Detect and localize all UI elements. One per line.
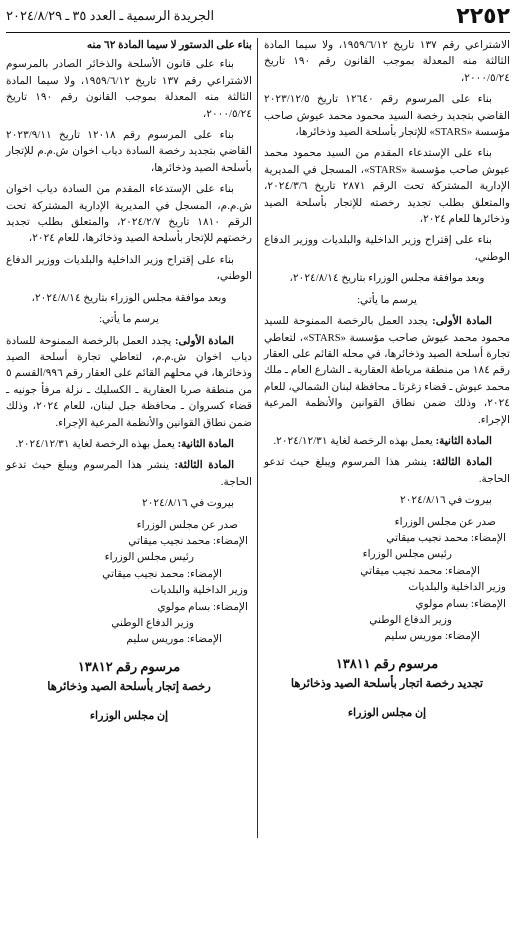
issue-date: بيروت في ٢٠٢٤/٨/١٦	[142, 498, 234, 510]
signature-line: الإمضاء: محمد نجيب ميقاتي	[360, 565, 480, 577]
signature-line: وزير الدفاع الوطني	[111, 618, 194, 629]
issue-date: بيروت في ٢٠٢٤/٨/١٦	[400, 495, 492, 507]
right-column	[264, 38, 510, 928]
article-text: ينشر هذا المرسوم ويبلغ حيث تدعو الحاجة.	[264, 457, 510, 485]
article-2	[6, 437, 252, 453]
article-label: المادة الثانية:	[177, 438, 234, 450]
paragraph: بناء على الإستدعاء المقدم من السادة دياب اخوان ش.م.م، المسجل في المديرية الإدارية المشتركة تحت الرقم ١٨١٠ تاريخ ٢٠٢٤/٢/٧، والمتعلق بطلب تجديد رخصتهم للإتجار بأسلحة الصيد وذخائرها، للعام ٢٠٢٤،	[6, 184, 252, 245]
header-rule	[6, 32, 510, 33]
signature-line: رئيس مجلس الوزراء	[362, 549, 452, 561]
article-label: المادة الأولى:	[432, 316, 492, 328]
article-label: المادة الثالثة:	[432, 457, 493, 469]
decree-heading	[264, 656, 510, 721]
article-1	[6, 334, 252, 432]
journal-title: الجريدة الرسمية ـ العدد ٣٥ ـ ٢٠٢٤/٨/٢٩	[6, 8, 215, 23]
article-1	[264, 314, 510, 429]
decree-number: مرسوم رقم ١٣٨١٢	[77, 658, 181, 674]
decree-issuer: إن مجلس الوزراء	[89, 709, 169, 722]
signature-line: الإمضاء: بسام مولوي	[415, 598, 506, 610]
paragraph: بناء على إقتراح وزير الداخلية والبلديات ووزير الدفاع الوطني،	[264, 235, 510, 263]
paragraph: بناء على الدستور لا سيما المادة ٦٢ منه	[86, 40, 252, 51]
paragraph: بناء على إقتراح وزير الداخلية والبلديات ووزير الدفاع الوطني،	[6, 254, 252, 283]
article-text: ينشر هذا المرسوم ويبلغ حيث تدعو الحاجة.	[6, 460, 252, 488]
article-label: المادة الثالثة:	[174, 460, 235, 472]
paragraph: بناء على قانون الأسلحة والذخائر الصادر بالمرسوم الاشتراعي رقم ١٣٧ تاريخ ١٩٥٩/٦/١٢، ولا سيما المادة الثالثة منه المعدلة بموجب القانون رقم ١٩٠ تاريخ ٢٠٠٠/٥/٢٤،	[6, 59, 253, 120]
page-number: ٢٢٥٢	[456, 4, 510, 29]
signature-line: صدر عن مجلس الوزراء	[394, 516, 496, 528]
signature-line: صدر عن مجلس الوزراء	[136, 519, 238, 531]
column-divider	[257, 38, 258, 838]
decree-title: تجديد رخصة اتجار بأسلحة الصيد وذخائرها	[290, 678, 484, 691]
article-3	[264, 455, 510, 488]
paragraph: وبعد موافقة مجلس الوزراء بتاريخ ٢٠٢٤/٨/١٤،	[289, 273, 485, 285]
paragraph: الاشتراعي رقم ١٣٧ تاريخ ١٩٥٩/٦/١٢، ولا سيما المادة الثالثة منه المعدلة بموجب القانون رقم ١٩٠ تاريخ ٢٠٠٠/٥/٢٤،	[264, 40, 511, 84]
decree-title: رخصة إتجار بأسلحة الصيد وذخائرها	[47, 681, 211, 694]
paragraph: يرسم ما يأتي:	[357, 294, 417, 306]
decree-issuer: إن مجلس الوزراء	[347, 706, 427, 719]
signature-line: وزير الدفاع الوطني	[369, 615, 452, 626]
article-label: المادة الثانية:	[435, 435, 492, 447]
signature-line: وزير الداخلية والبلديات	[150, 585, 248, 597]
article-2	[264, 434, 510, 450]
decree-heading	[6, 659, 252, 724]
article-text: يعمل بهذه الرخصة لغاية ٢٠٢٤/١٢/٣١.	[273, 435, 433, 447]
page-header	[6, 4, 510, 30]
signature-line: الإمضاء: موريس سليم	[126, 634, 222, 646]
article-text: يجدد العمل بالرخصة الممنوحة للسيد محمود محمد عيوش صاحب مؤسسة «STARS»، لتعاطي تجارة أسلحة الصيد وذخائرها، في محله القائم على العقار رقم ١٨٤ من منطقة مرياطة العقارية ـ الشارع العام ـ ملك محمد عيوش ـ قضاء زغرتا ـ محافظة لبنان الشمالي، للعام ٢٠٢٤، وذلك ضمن نطاق القوانين والأنظمة المرعية الإجراء.	[264, 316, 510, 426]
article-text: يعمل بهذه الرخصة لغاية ٢٠٢٤/١٢/٣١.	[15, 438, 175, 450]
decree-number: مرسوم رقم ١٣٨١١	[335, 655, 439, 671]
paragraph: بناء على المرسوم رقم ١٢٦٤٠ تاريخ ٢٠٢٣/١٢/٥ القاضي بتجديد رخصة السيد محمود محمد عيوش صاحب مؤسسة «STARS» للإتجار بأسلحة الصيد وذخائرها،	[264, 94, 510, 139]
left-column	[6, 38, 252, 928]
article-label: المادة الأولى:	[174, 335, 234, 347]
signature-line: رئيس مجلس الوزراء	[104, 552, 194, 564]
article-text: يجدد العمل بالرخصة الممنوحة للسادة دياب اخوان ش.م.م، لتعاطي تجارة أسلحة الصيد وذخائرها، في محلهم القائم على العقار رقم ٩٩٦/القسم ٥ من منطقة صربا العقارية ـ الكسليك ـ نزلة مرفأ جونيه ـ قضاء كسروان ـ محافظة جبل لبنان، للعام ٢٠٢٤، وذلك ضمن نطاق القوانين والأنظمة المرعية الإجراء.	[6, 335, 253, 429]
signature-line: الإمضاء: محمد نجيب ميقاتي	[386, 532, 506, 544]
signature-line: الإمضاء: بسام مولوي	[157, 601, 248, 613]
article-3	[6, 458, 252, 491]
signature-line: وزير الداخلية والبلديات	[408, 582, 506, 594]
paragraph: بناء على المرسوم رقم ١٢٠١٨ تاريخ ٢٠٢٣/٩/١١ القاضي بتجديد رخصة السادة دياب اخوان ش.م.م للإتجار بأسلحة الصيد وذخائرها،	[6, 130, 252, 174]
signature-line: الإمضاء: موريس سليم	[384, 631, 480, 643]
signature-line: الإمضاء: محمد نجيب ميقاتي	[128, 535, 248, 547]
signature-line: الإمضاء: محمد نجيب ميقاتي	[102, 568, 222, 580]
paragraph: وبعد موافقة مجلس الوزراء بتاريخ ٢٠٢٤/٨/١٤،	[31, 292, 227, 304]
paragraph: بناء على الإستدعاء المقدم من السيد محمود محمد عيوش صاحب مؤسسة «STARS»، المسجل في المديرية الإدارية المشتركة تحت الرقم ٢٨٧١ تاريخ ٢٠٢٤/٣/٦، والمتعلق بطلب تجديد رخصته للإتجار بأسلحة الصيد وذخائرها للعام ٢٠٢٤،	[264, 148, 510, 226]
paragraph: يرسم ما يأتي:	[99, 314, 159, 326]
